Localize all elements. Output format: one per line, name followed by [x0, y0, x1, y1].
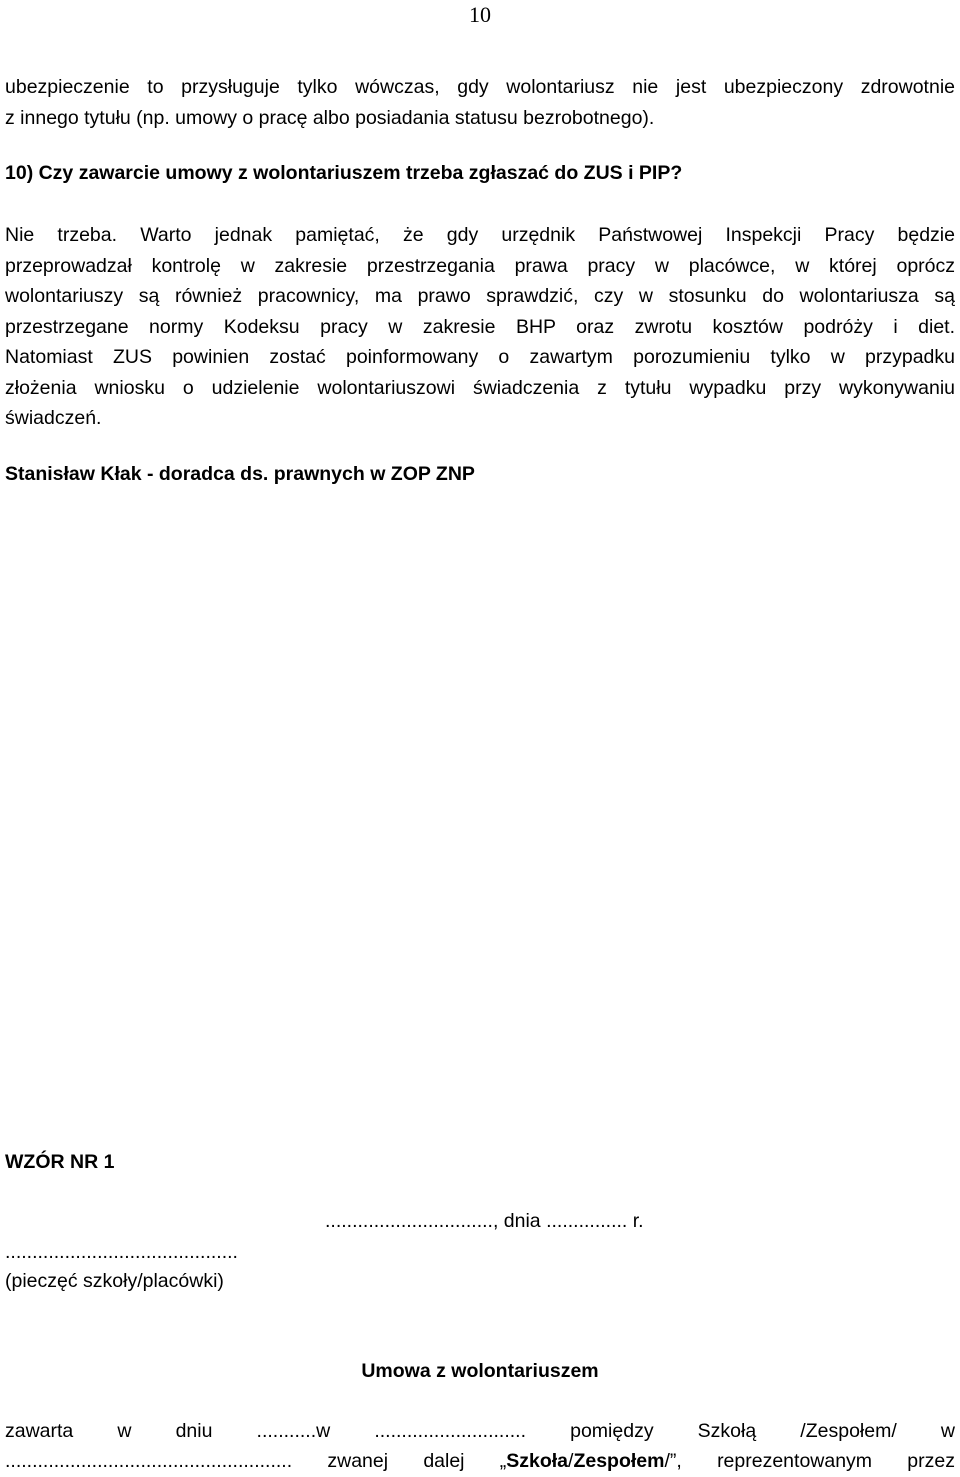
- quote-close: ”,: [669, 1450, 682, 1472]
- contract-word: w: [117, 1420, 132, 1442]
- contract-dots: .....................................................: [5, 1450, 293, 1472]
- bold-school: Szkoła: [506, 1450, 569, 1472]
- contract-word: dniu: [175, 1420, 213, 1442]
- contract-word: zawarta: [5, 1420, 74, 1442]
- contract-word: zwanej: [327, 1450, 389, 1472]
- contract-word: w: [940, 1420, 955, 1442]
- slash: /: [664, 1450, 670, 1472]
- answer-line-4: przestrzegane normy Kodeksu pracy w zakresie BHP oraz zwrotu kosztów podróży i diet.: [5, 315, 955, 338]
- contract-word: ...........w: [256, 1420, 331, 1442]
- intro-line-2: z innego tytułu (np. umowy o pracę albo posiadania statusu bezrobotnego).: [5, 106, 655, 129]
- contract-title: Umowa z wolontariuszem: [361, 1360, 599, 1382]
- contract-word: dalej: [423, 1450, 465, 1472]
- answer-line-3: wolontariuszy są również pracownicy, ma prawo sprawdzić, czy w stosunku do wolontariusza są: [5, 285, 955, 307]
- answer-line-7: świadczeń.: [5, 407, 102, 429]
- slash: /: [568, 1450, 574, 1472]
- bold-team: Zespołem: [573, 1450, 665, 1472]
- quote-open: „: [499, 1450, 507, 1472]
- author-signature: Stanisław Kłak - doradca ds. prawnych w ZOP ZNP: [5, 463, 475, 485]
- intro-paragraph: [5, 72, 955, 133]
- place-date-field: ..............................., dnia ............... r.: [325, 1210, 644, 1232]
- page-number: 10: [469, 2, 491, 27]
- answer-line-1: Nie trzeba. Warto jednak pamiętać, że gdy urzędnik Państwowej Inspekcji Pracy będzie: [5, 224, 955, 246]
- contract-word: ............................: [374, 1420, 527, 1442]
- answer-line-2: przeprowadzał kontrolę w zakresie przestrzegania prawa pracy w placówce, w której oprócz: [5, 254, 955, 277]
- contract-word: reprezentowanym: [717, 1450, 873, 1472]
- answer-line-5: Natomiast ZUS powinien zostać poinformowany o zawartym porozumieniu tylko w przypadku: [5, 346, 955, 368]
- contract-word: pomiędzy: [570, 1420, 654, 1442]
- contract-line-1: [5, 1420, 955, 1443]
- form-title: WZÓR NR 1: [5, 1151, 115, 1173]
- intro-line-1: ubezpieczenie to przysługuje tylko wówczas, gdy wolontariusz nie jest ubezpieczony zdrowotnie: [5, 76, 955, 98]
- contract-quoted-name: [500, 1450, 682, 1473]
- stamp-label: (pieczęć szkoły/placówki): [5, 1270, 224, 1292]
- question-heading: 10) Czy zawarcie umowy z wolontariuszem trzeba zgłaszać do ZUS i PIP?: [5, 162, 683, 184]
- stamp-dots: ...........................................: [5, 1241, 238, 1263]
- answer-paragraph: [5, 220, 955, 434]
- contract-word: przez: [907, 1450, 955, 1472]
- contract-word: /Zespołem/: [800, 1420, 897, 1442]
- contract-word: Szkołą: [697, 1420, 757, 1442]
- answer-line-6: złożenia wniosku o udzielenie wolontariuszowi świadczenia z tytułu wypadku przy wykonywaniu: [5, 376, 955, 399]
- contract-line-2: [5, 1450, 955, 1473]
